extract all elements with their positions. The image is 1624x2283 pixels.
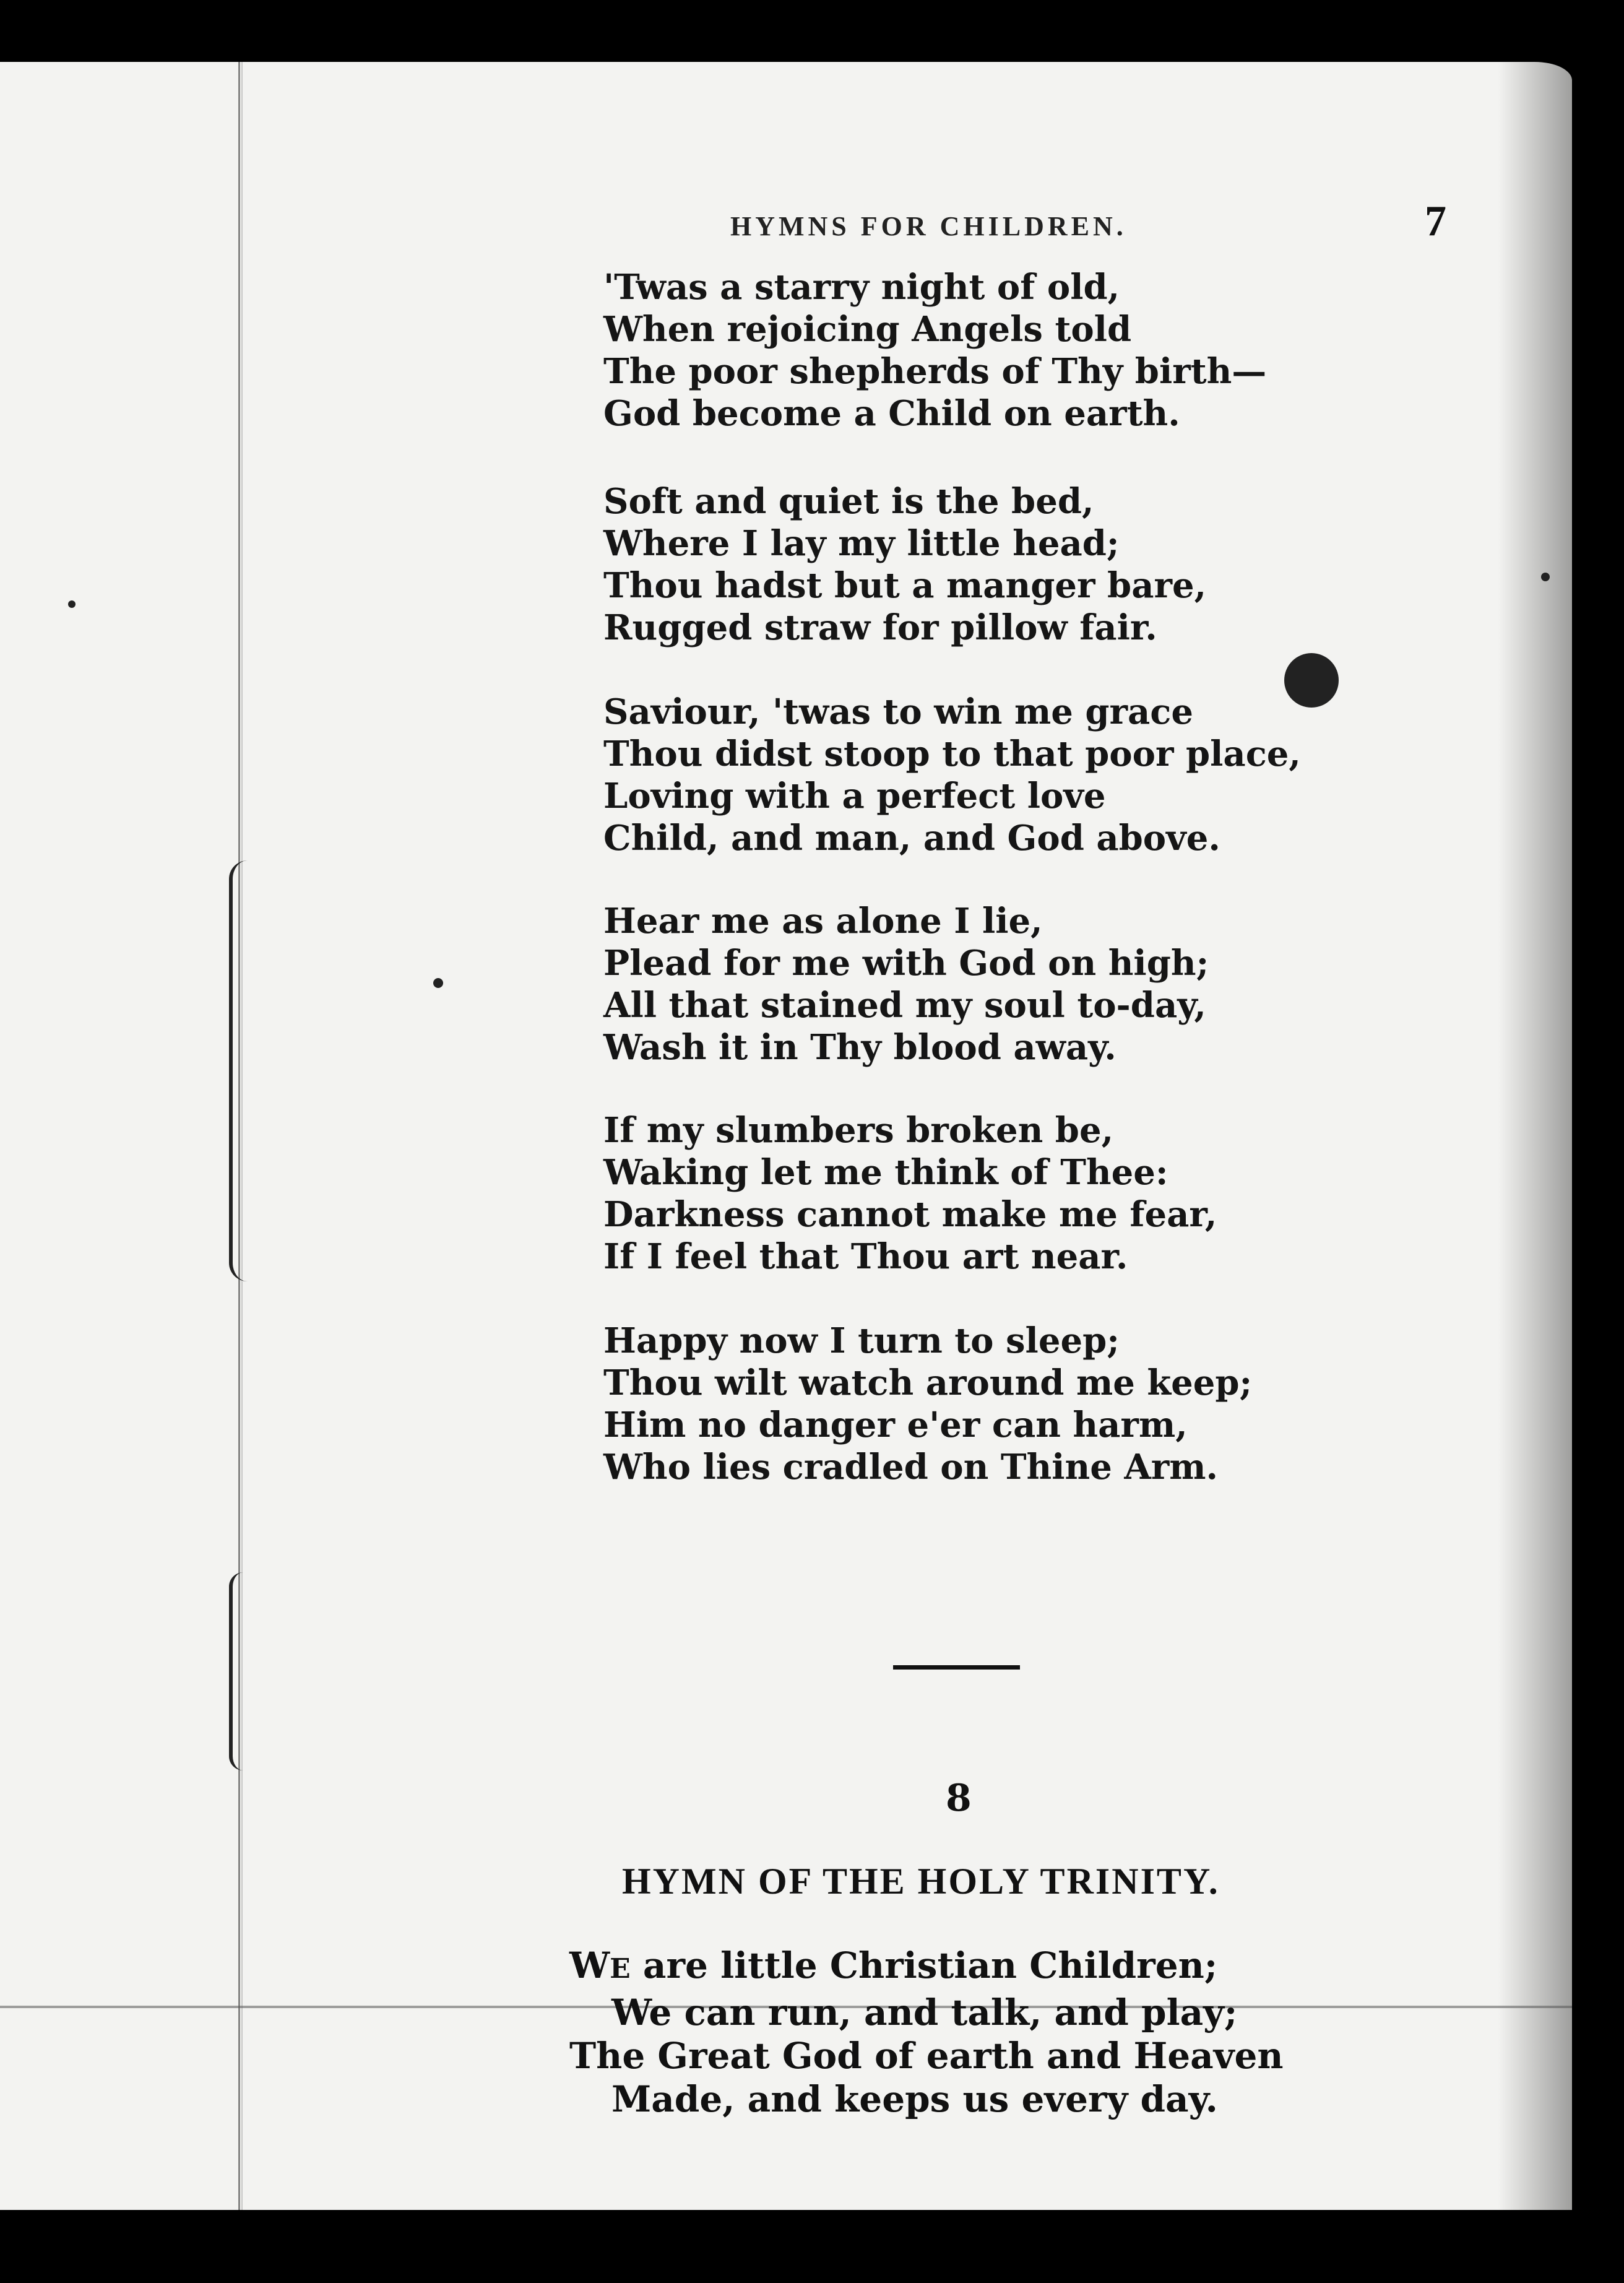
initial-letter: W — [569, 1944, 610, 1986]
section-divider-rule — [893, 1665, 1020, 1670]
verse-line: Happy now I turn to sleep; — [603, 1320, 1120, 1361]
verse-line: God become a Child on earth. — [603, 393, 1180, 434]
verse-line: Child, and man, and God above. — [603, 818, 1220, 859]
stanza-4 — [603, 900, 1209, 1068]
stanza-1 — [603, 266, 1266, 435]
hymn-number: 8 — [946, 1777, 972, 1820]
verse-line: Loving with a perfect love — [603, 776, 1106, 817]
verse-line: Him no danger e'er can harm, — [603, 1405, 1188, 1445]
hymn-8-opening-stanza — [569, 1944, 1284, 2121]
stanza-5 — [603, 1109, 1217, 1278]
stanza-2 — [603, 480, 1206, 649]
verse-line: The poor shepherds of Thy birth— — [603, 351, 1267, 392]
verse-line: If my slumbers broken be, — [603, 1110, 1114, 1151]
running-head: HYMNS FOR CHILDREN. — [730, 211, 1127, 241]
page-number: 7 — [1425, 197, 1446, 245]
verse-line: Thou hadst but a manger bare, — [603, 565, 1207, 606]
verse-line: Darkness cannot make me fear, — [603, 1194, 1217, 1235]
verse-line: Hear me as alone I lie, — [603, 901, 1043, 942]
verse-line: We can run, and talk, and play; — [611, 1991, 1238, 2034]
margin-bracket — [229, 860, 270, 1281]
verse-line: Who lies cradled on Thine Arm. — [603, 1447, 1219, 1488]
speck — [68, 600, 76, 608]
verse-line-rest: are little Christian Children; — [630, 1944, 1218, 1986]
stanza-3 — [603, 691, 1301, 859]
initial-smallcaps: E — [610, 1953, 631, 1985]
verse-line: Plead for me with God on high; — [603, 943, 1209, 984]
verse-line: Saviour, 'twas to win me grace — [603, 691, 1194, 732]
verse-line: Soft and quiet is the bed, — [603, 481, 1094, 522]
verse-line: Thou wilt watch around me keep; — [603, 1362, 1253, 1403]
speck — [433, 978, 443, 988]
verse-line: Thou didst stoop to that poor place, — [603, 734, 1301, 774]
verse-line: When rejoicing Angels told — [603, 309, 1132, 350]
margin-bracket — [229, 1572, 257, 1770]
verse-line: The Great God of earth and Heaven — [569, 2035, 1284, 2077]
speck — [1541, 573, 1550, 581]
verse-line: Rugged straw for pillow fair. — [603, 607, 1157, 648]
verse-line: Wash it in Thy blood away. — [603, 1027, 1116, 1068]
verse-line: Made, and keeps us every day. — [611, 2078, 1218, 2120]
stanza-6 — [603, 1320, 1252, 1488]
verse-line: Waking let me think of Thee: — [603, 1152, 1168, 1193]
hymn-title: HYMN OF THE HOLY TRINITY. — [622, 1861, 1220, 1902]
verse-line: All that stained my soul to-day, — [603, 985, 1206, 1026]
page-edge-shadow — [1498, 62, 1572, 2210]
verse-line — [569, 1944, 1284, 1991]
verse-line: Where I lay my little head; — [603, 523, 1120, 564]
verse-line: If I feel that Thou art near. — [603, 1236, 1128, 1277]
book-page — [0, 62, 1572, 2210]
verse-line: 'Twas a starry night of old, — [603, 267, 1120, 308]
